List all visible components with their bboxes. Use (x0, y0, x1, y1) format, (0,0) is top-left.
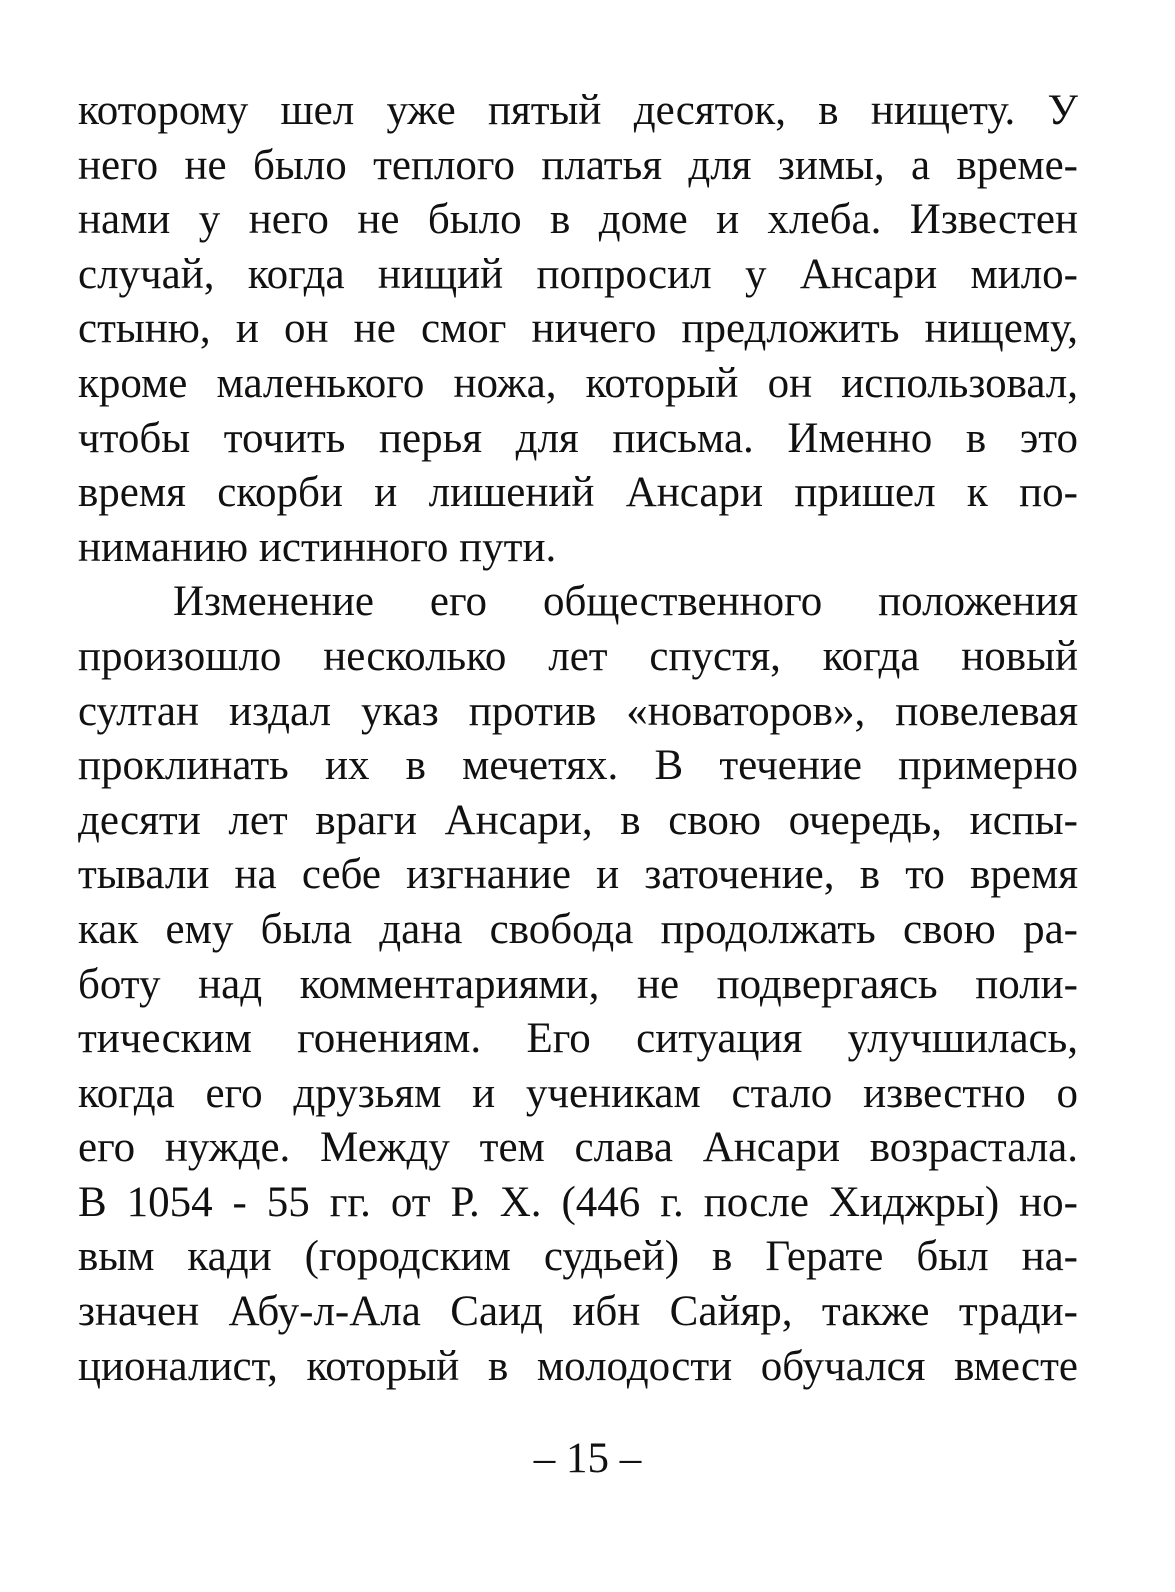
text-line: стыню, и он не смог ничего предложить нищему, (78, 305, 1078, 353)
text-line: произошло несколько лет спустя, когда новый (78, 632, 1078, 680)
text-line: значен Абу-л-Ала Саид ибн Сайяр, также тради- (78, 1288, 1078, 1336)
paragraph-2 (78, 575, 1078, 1394)
text-line: чтобы точить перья для письма. Именно в это (78, 414, 1078, 462)
text-line: нами у него не было в доме и хлеба. Известен (78, 196, 1078, 244)
text-line: десяти лет враги Ансари, в свою очередь, испы- (78, 796, 1078, 844)
text-line: вым кади (городским судьей) в Герате был на- (78, 1233, 1078, 1281)
text-line: время скорби и лишений Ансари пришел к по- (78, 469, 1078, 517)
page-number: – 15 – (533, 1435, 642, 1482)
text-line: кроме маленького ножа, который он использовал, (78, 359, 1078, 407)
text-line: которому шел уже пятый десяток, в нищету. У (78, 87, 1078, 134)
text-line: султан издал указ против «новаторов», повелевая (78, 687, 1078, 735)
paragraph-1 (78, 84, 1078, 575)
text-line: В 1054 - 55 гг. от Р. Х. (446 г. после Хиджры) но- (78, 1178, 1078, 1226)
text-line: ниманию истинного пути. (78, 523, 557, 571)
text-line: него не было теплого платья для зимы, а време- (78, 141, 1078, 189)
text-line: тывали на себе изгнание и заточение, в то время (78, 851, 1078, 899)
text-line: как ему была дана свобода продолжать свою ра- (78, 905, 1078, 953)
text-line: Изменение его общественного положения (173, 578, 1078, 626)
book-page (78, 84, 1078, 1564)
text-line: его нужде. Между тем слава Ансари возрастала. (78, 1124, 1078, 1172)
text-line: случай, когда нищий попросил у Ансари мило- (78, 250, 1078, 298)
text-line: боту над комментариями, не подвергаясь поли- (78, 960, 1078, 1008)
text-line: ционалист, который в молодости обучался вместе (78, 1342, 1078, 1390)
text-line: когда его друзьям и ученикам стало известно о (78, 1069, 1078, 1117)
text-line: проклинать их в мечетях. В течение примерно (78, 742, 1078, 790)
text-line: тическим гонениям. Его ситуация улучшилась, (78, 1015, 1078, 1063)
